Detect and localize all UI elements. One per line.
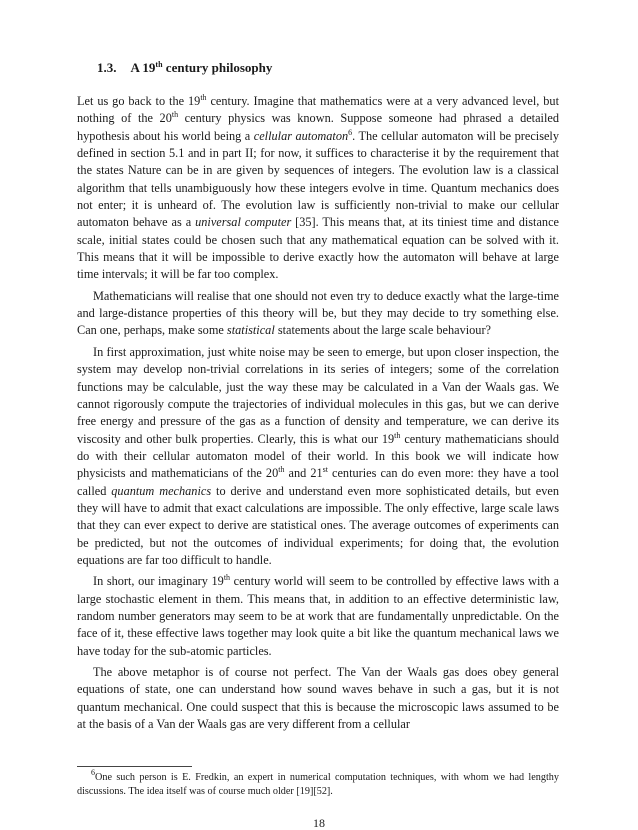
footnote-divider xyxy=(77,766,192,767)
p1-emphasis-cellular-automaton: cellular automaton xyxy=(253,128,349,143)
p3-text-c: and 21 xyxy=(284,466,323,481)
p3-text-e: to derive and understand even more sophisticated details, but even they will have to admit that exact calculations are impossible. The only effective, large scale laws that they can ever expect to derive are statistical ones. The average outcomes of experiments can be predicted, but not the outcomes of individual experiments; for doing that, the evolution equations are far too difficult to handle. xyxy=(77,483,559,567)
p3-text-d: centuries can do even more: they have a tool called xyxy=(77,466,560,498)
p1-text-c: century physics was known. Suppose someone had phrased a detailed hypothesis about his world being a xyxy=(77,111,559,143)
section-heading xyxy=(97,60,272,76)
p3-sup-c: st xyxy=(322,465,328,475)
p5-text-a: The above metaphor is of course not perfect. The Van der Waals gas does obey general equations of state, one can understand how sound waves behave in such a gas, but it is not quantum mechanical. One could suspect that this is because the microscopic laws assumed to be at the basis of a Van der Waals gas are very different from a cellular xyxy=(77,665,559,732)
p4-sup-a: th xyxy=(223,573,231,583)
section-title-sup: th xyxy=(155,60,163,69)
p1-sup-a: th xyxy=(200,93,207,102)
footnote-mark: 6 xyxy=(91,768,95,777)
p3-text-a: In first approximation, just white noise may be seen to emerge, but upon closer inspection, the system may develop non-trivial correlations in its series of integers; some of the correlation functions may be calculable, just the way these may be calculated in a Van der Waals gas. We cannot rigorously compute the trajectories of individual molecules in this gas, but we can derive free energy and pressure of the gas as a function of density and temperature, we can derive its viscosity and other bulk properties. Clearly, this is what our 19 xyxy=(77,344,559,446)
footnote-reference[interactable]: 6 xyxy=(348,127,353,137)
p1-text-a: Let us go back to the 19 xyxy=(77,94,201,108)
p2-emphasis-statistical: statistical xyxy=(226,323,275,338)
p4-text-b: century world will seem to be controlled by effective laws with a large stochastic element in them. This means that, in addition to an effective deterministic law, random number generators may seem to be at work that are fundamentally unpredictable. On the face of it, these effective laws together may look quite a bit like the quantum mechanical laws we have today for the sub-atomic particles. xyxy=(77,574,559,658)
p1-text-e: [35]. This means that, at its tiniest time and distance scale, initial states could be chosen such that any mathematical equation can be solved with it. This means that it will be impossible to derive exactly how the automaton will behave at large time intervals; it will be far too complex. xyxy=(77,215,559,282)
p2-text-a: Mathematicians will realise that one should not even try to deduce exactly what the large-time and large-distance properties of this theory will be, but they may decide to try something else. Can one, perhaps, make some xyxy=(77,288,559,338)
p3-emphasis-quantum-mechanics: quantum mechanics xyxy=(111,483,212,498)
section-title-prefix: A 19 xyxy=(130,60,156,75)
paragraph-2 xyxy=(77,288,559,340)
page-number: 18 xyxy=(313,816,325,830)
p4-text-a: In short, our imaginary 19 xyxy=(93,574,224,589)
section-number: 1.3. xyxy=(97,60,117,75)
p1-text-d: . The cellular automaton will be precisely defined in section 5.1 and in part II; for now, it suffices to characterise it by the requirement that the states Nature can be in are given by sequences of integers. The evolution law is a classical algorithm that tells unambiguously how these integers evolve in time. Quantum mechanics does not enter; it is unheard of. The evolution law is sufficiently non-trivial to make our cellular automaton behave as a xyxy=(77,128,560,230)
paragraph-3 xyxy=(77,344,559,569)
p1-text-b: century. Imagine that mathematics were at a very advanced level, but nothing of the 20 xyxy=(77,94,559,126)
section-title-suffix: century philosophy xyxy=(162,60,273,75)
paragraph-5 xyxy=(77,664,559,733)
p3-sup-a: th xyxy=(394,430,401,440)
footnote xyxy=(77,768,559,798)
p3-sup-b: th xyxy=(278,465,285,475)
p1-sup-b: th xyxy=(171,110,179,120)
paragraph-1 xyxy=(77,93,559,284)
body-text xyxy=(77,93,559,733)
p1-emphasis-universal-computer: universal computer xyxy=(195,215,292,230)
footnote-text: One such person is E. Fredkin, an expert in numerical computation techniques, with whom we had lengthy discussions. The idea itself was of course much older [19][52]. xyxy=(77,772,559,797)
p2-text-b: statements about the large scale behaviour? xyxy=(274,323,492,338)
p3-text-b: century mathematicians should do with their cellular automaton model of their world. In this book we will indicate how physicists and mathematicians of the 20 xyxy=(77,431,560,481)
paragraph-4 xyxy=(77,573,559,660)
